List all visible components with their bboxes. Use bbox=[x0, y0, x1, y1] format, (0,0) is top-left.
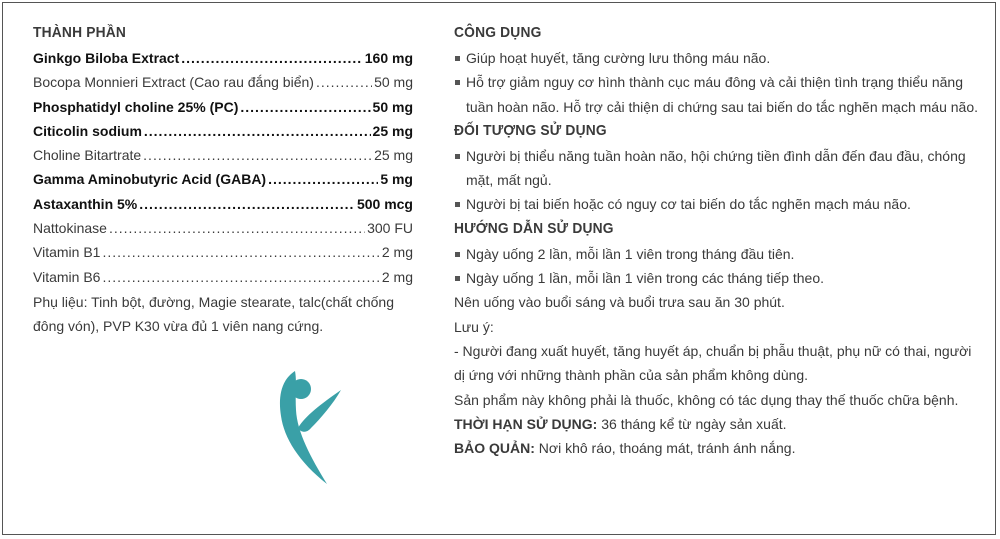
ingredient-row bbox=[33, 95, 413, 119]
ingredient-name: Vitamin B6 bbox=[33, 268, 101, 285]
dot-leader bbox=[139, 192, 355, 216]
ingredient-amount: 160 mg bbox=[364, 50, 413, 66]
ingredients-section bbox=[33, 23, 413, 338]
storage-value: Nơi khô ráo, thoáng mát, tránh ánh nắng. bbox=[538, 440, 796, 457]
shelf-life-value: 36 tháng kể từ ngày sản xuất. bbox=[601, 415, 787, 432]
ingredient-amount: 25 mg bbox=[372, 122, 413, 139]
dot-leader bbox=[240, 95, 370, 119]
ingredient-amount: 2 mg bbox=[381, 244, 413, 261]
dot-leader bbox=[268, 167, 378, 191]
ingredient-name: Bocopa Monnieri Extract (Cao rau đắng biển) bbox=[33, 74, 314, 91]
directions-bullet: Ngày uống 2 lần, mỗi lần 1 viên trong tháng đầu tiên. bbox=[454, 242, 979, 266]
ingredient-row bbox=[33, 265, 413, 289]
ingredient-row bbox=[33, 216, 413, 240]
human-figure-logo-icon bbox=[275, 366, 347, 494]
ingredient-row bbox=[33, 143, 413, 167]
info-column bbox=[454, 23, 979, 460]
ingredient-amount: 50 mg bbox=[372, 98, 413, 115]
dot-leader bbox=[143, 143, 372, 167]
ingredient-name: Astaxanthin 5% bbox=[33, 195, 138, 212]
users-bullet: Người bị tai biến hoặc có nguy cơ tai biến do tắc nghẽn mạch máu não. bbox=[454, 192, 979, 216]
timing-text: Nên uống vào buổi sáng và buổi trưa sau ăn 30 phút. bbox=[454, 294, 785, 311]
product-label bbox=[2, 2, 996, 535]
users-bullet: Người bị thiểu năng tuần hoàn não, hội chứng tiền đình dẫn đến đau đầu, chóng mặt, mất ngủ. bbox=[454, 144, 979, 193]
ingredient-row bbox=[33, 46, 413, 70]
dot-leader bbox=[109, 216, 365, 240]
dot-leader bbox=[102, 265, 379, 289]
ingredient-amount: 5 mg bbox=[380, 171, 413, 188]
ingredient-row bbox=[33, 192, 413, 216]
dot-leader bbox=[144, 119, 371, 143]
ingredient-row bbox=[33, 167, 413, 191]
ingredient-amount: 50 mg bbox=[374, 74, 413, 91]
ingredient-name: Ginkgo Biloba Extract bbox=[33, 50, 180, 66]
ingredient-amount: 2 mg bbox=[381, 268, 413, 285]
ingredient-name: Gamma Aminobutyric Acid (GABA) bbox=[33, 171, 267, 188]
ingredient-name: Choline Bitartrate bbox=[33, 147, 142, 164]
ingredient-row bbox=[33, 119, 413, 143]
directions-bullet: Ngày uống 1 lần, mỗi lần 1 viên trong các tháng tiếp theo. bbox=[454, 266, 979, 290]
excipients-text: Phụ liệu: Tinh bột, đường, Magie stearate, talc(chất chống đông vón), PVP K30 vừa đủ 1 viên nang cứng. bbox=[33, 293, 394, 334]
dot-leader bbox=[181, 46, 363, 70]
ingredients-title: THÀNH PHẦN bbox=[33, 24, 127, 41]
uses-bullet: Giúp hoạt huyết, tăng cường lưu thông máu não. bbox=[454, 46, 979, 70]
ingredient-amount: 25 mg bbox=[374, 147, 413, 164]
users-title: ĐỐI TƯỢNG SỬ DỤNG bbox=[454, 121, 607, 139]
disclaimer-text: Sản phẩm này không phải là thuốc, không có tác dụng thay thế thuốc chữa bệnh. bbox=[454, 391, 959, 408]
directions-title: HƯỚNG DẪN SỬ DỤNG bbox=[454, 219, 614, 237]
note-label: Lưu ý: bbox=[454, 318, 494, 335]
ingredient-name: Phosphatidyl choline 25% (PC) bbox=[33, 98, 239, 115]
storage bbox=[454, 436, 979, 460]
ingredient-row bbox=[33, 70, 413, 94]
shelf-life-label: THỜI HẠN SỬ DỤNG: bbox=[454, 415, 598, 432]
uses-bullet: Hỗ trợ giảm nguy cơ hình thành cục máu đông và cải thiện tình trạng thiểu năng tuần hoàn não. Hỗ trợ cải thiện di chứng sau tai biến do tắc nghẽn mạch máu não. bbox=[454, 70, 979, 119]
uses-title: CÔNG DỤNG bbox=[454, 24, 542, 41]
ingredient-name: Citicolin sodium bbox=[33, 122, 142, 139]
ingredient-row bbox=[33, 240, 413, 264]
dot-leader bbox=[316, 70, 372, 94]
note-text: - Người đang xuất huyết, tăng huyết áp, chuẩn bị phẫu thuật, phụ nữ có thai, người dị ứng với những thành phần của sản phẩm không dùng. bbox=[454, 342, 972, 384]
storage-label: BẢO QUẢN: bbox=[454, 440, 535, 457]
ingredient-amount: 300 FU bbox=[367, 220, 413, 237]
ingredient-name: Vitamin B1 bbox=[33, 244, 101, 261]
shelf-life bbox=[454, 412, 979, 436]
ingredient-amount: 500 mcg bbox=[356, 195, 413, 212]
ingredient-name: Nattokinase bbox=[33, 220, 107, 237]
dot-leader bbox=[102, 240, 379, 264]
